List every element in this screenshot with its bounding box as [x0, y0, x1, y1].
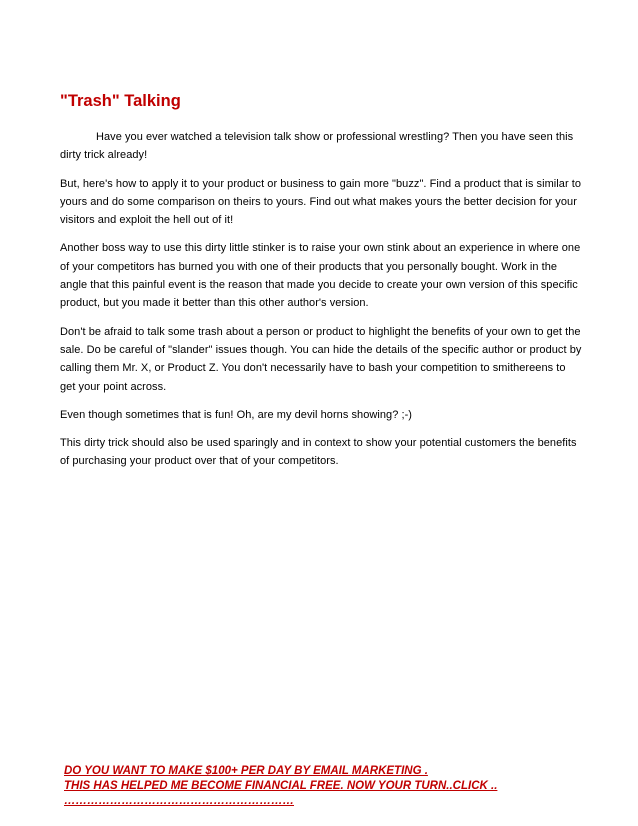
paragraph-apply: But, here's how to apply it to your product or business to gain more "buzz". Find a product that is similar to yours and do some comparison on theirs to yours. Find out what makes yours the better decision for your visitors and exploit the hell out of it! [60, 177, 582, 227]
paragraph-trash: Don't be afraid to talk some trash about a person or product to highlight the benefits of your own to get the sale. Do be careful of "slander" issues though. You can hide the details of the specific author or product by calling them Mr. X, or Product Z. You don't necessarily have to bash your competition to smithereens to get your point across. [60, 325, 582, 393]
footer-promo [64, 764, 584, 809]
paragraph-boss-way: Another boss way to use this dirty little stinker is to raise your own stink about an experience in where one of your competitors has burned you with one of their products that you personally bought. Work in the angle that this painful event is the reason that made you decide to create your own version of this specific product, but you made it better than this other author's version. [60, 242, 581, 310]
document-body [60, 128, 582, 481]
paragraph-sparingly: This dirty trick should also be used sparingly and in context to show your potential customers the benefits of purchasing your product over that of your competitors. [60, 437, 577, 468]
paragraph-intro: Have you ever watched a television talk show or professional wrestling? Then you have seen this dirty trick already! [60, 131, 574, 162]
promo-link-line-3[interactable]: …………………………………………………… [64, 795, 294, 807]
paragraph-devil-horns: Even though sometimes that is fun! Oh, are my devil horns showing? ;-) [60, 408, 412, 421]
promo-link-line-2[interactable]: THIS HAS HELPED ME BECOME FINANCIAL FREE. NOW YOUR TURN..CLICK .. [64, 780, 498, 792]
promo-link-line-1[interactable]: DO YOU WANT TO MAKE $100+ PER DAY BY EMAIL MARKETING . [64, 765, 428, 777]
document-title: "Trash" Talking [60, 92, 181, 110]
